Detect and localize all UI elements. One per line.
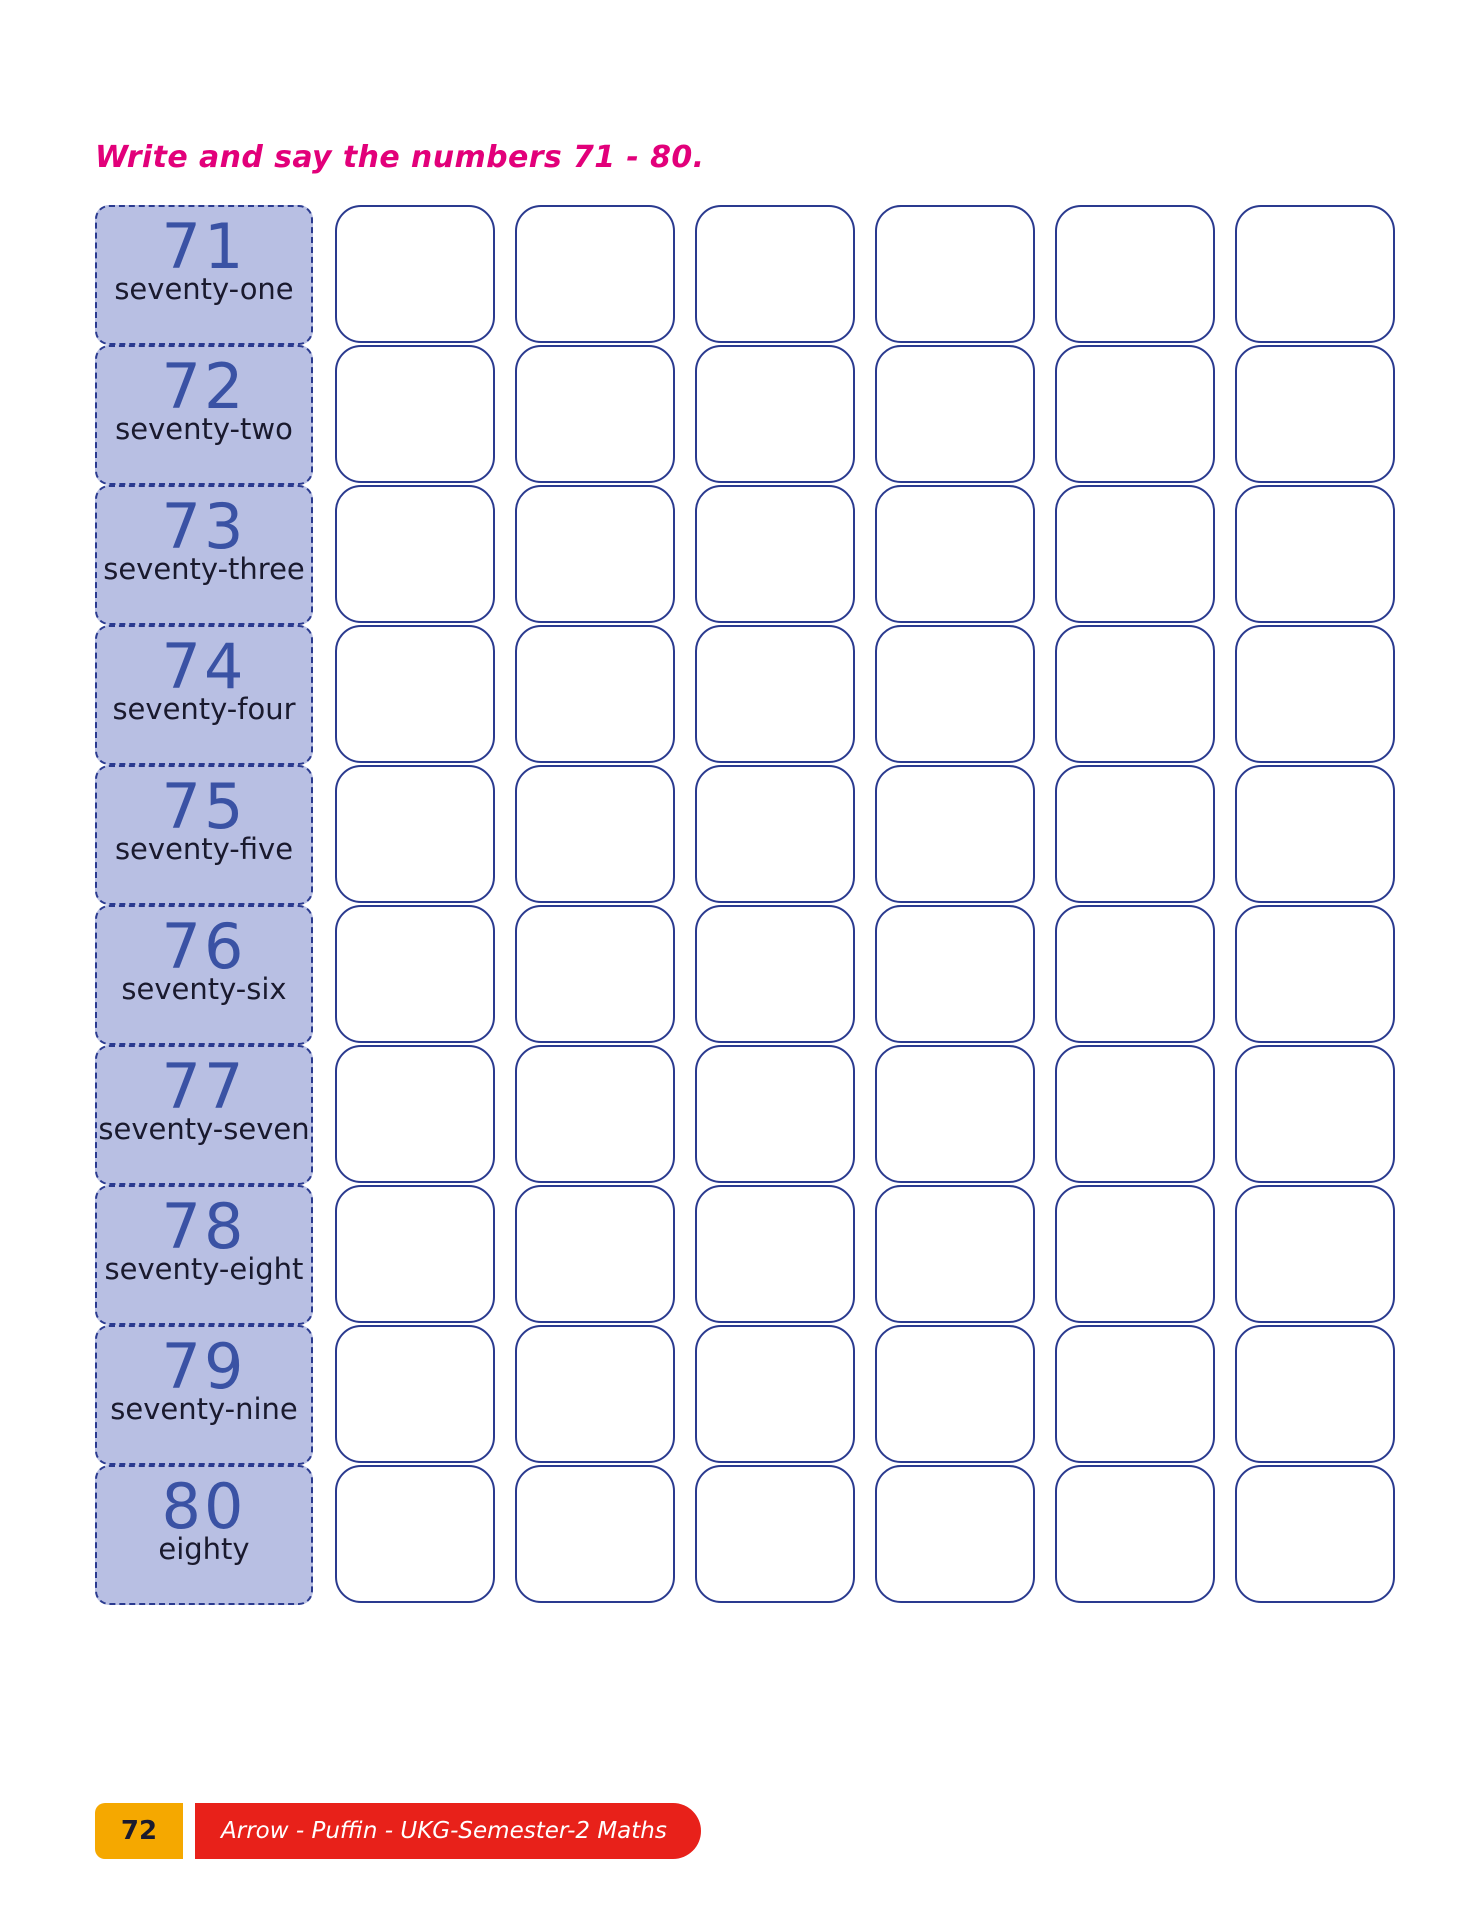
write-box[interactable]: [335, 205, 495, 343]
number-label-cell: [95, 905, 313, 1045]
write-box[interactable]: [335, 625, 495, 763]
write-box[interactable]: [1235, 205, 1395, 343]
number-label-cell: [95, 1465, 313, 1605]
page-number-badge: 72: [95, 1803, 183, 1859]
number-row: [95, 205, 1395, 345]
number-label-cell: [95, 1045, 313, 1185]
write-box[interactable]: [1235, 345, 1395, 483]
write-box[interactable]: [335, 1325, 495, 1463]
number-digits: 78: [161, 1190, 247, 1263]
write-box[interactable]: [1235, 485, 1395, 623]
number-word: seventy-nine: [110, 1392, 298, 1427]
write-box[interactable]: [875, 905, 1035, 1043]
write-box[interactable]: [1055, 485, 1215, 623]
number-digits: 73: [161, 490, 247, 563]
write-box[interactable]: [1235, 1465, 1395, 1603]
write-box[interactable]: [335, 1185, 495, 1323]
write-box[interactable]: [1055, 1465, 1215, 1603]
write-box[interactable]: [1055, 345, 1215, 483]
write-box[interactable]: [515, 1185, 675, 1323]
number-digits: 77: [161, 1050, 247, 1123]
write-box-group: [335, 485, 1395, 623]
number-digits: 72: [161, 350, 247, 423]
write-box-group: [335, 1185, 1395, 1323]
write-box[interactable]: [515, 485, 675, 623]
write-box[interactable]: [515, 1465, 675, 1603]
number-label-cell: [95, 765, 313, 905]
write-box[interactable]: [695, 1045, 855, 1183]
number-row: [95, 625, 1395, 765]
write-box[interactable]: [1235, 765, 1395, 903]
number-digits: 76: [161, 910, 247, 983]
number-word: seventy-six: [121, 972, 287, 1007]
number-label-cell: [95, 205, 313, 345]
number-word: seventy-two: [115, 412, 293, 447]
write-box[interactable]: [1055, 1185, 1215, 1323]
write-box[interactable]: [695, 1185, 855, 1323]
number-label-cell: [95, 485, 313, 625]
write-box[interactable]: [875, 485, 1035, 623]
write-box[interactable]: [875, 1465, 1035, 1603]
write-box[interactable]: [1235, 625, 1395, 763]
write-box[interactable]: [335, 485, 495, 623]
write-box[interactable]: [695, 905, 855, 1043]
write-box[interactable]: [335, 345, 495, 483]
number-row: [95, 765, 1395, 905]
number-label-cell: [95, 1185, 313, 1325]
write-box[interactable]: [875, 345, 1035, 483]
write-box[interactable]: [335, 905, 495, 1043]
number-word: eighty: [158, 1532, 250, 1567]
write-box[interactable]: [335, 1465, 495, 1603]
write-box[interactable]: [875, 765, 1035, 903]
number-row: [95, 345, 1395, 485]
write-box[interactable]: [1235, 905, 1395, 1043]
write-box[interactable]: [875, 205, 1035, 343]
number-row: [95, 905, 1395, 1045]
write-box[interactable]: [515, 205, 675, 343]
write-box[interactable]: [1055, 205, 1215, 343]
write-box[interactable]: [695, 625, 855, 763]
number-row: [95, 1185, 1395, 1325]
write-box[interactable]: [1055, 1325, 1215, 1463]
number-row: [95, 1465, 1395, 1605]
write-box[interactable]: [335, 765, 495, 903]
write-box[interactable]: [1235, 1185, 1395, 1323]
number-label-cell: [95, 1325, 313, 1465]
write-box[interactable]: [695, 1325, 855, 1463]
number-row: [95, 1045, 1395, 1185]
write-box[interactable]: [695, 1465, 855, 1603]
write-box[interactable]: [515, 765, 675, 903]
write-box-group: [335, 625, 1395, 763]
write-box[interactable]: [1055, 905, 1215, 1043]
write-box[interactable]: [1055, 765, 1215, 903]
number-word: seventy-seven: [98, 1112, 310, 1147]
write-box[interactable]: [875, 625, 1035, 763]
write-box[interactable]: [515, 625, 675, 763]
write-box[interactable]: [875, 1185, 1035, 1323]
write-box[interactable]: [515, 345, 675, 483]
number-word: seventy-eight: [104, 1252, 304, 1287]
write-box[interactable]: [335, 1045, 495, 1183]
number-digits: 71: [161, 210, 247, 283]
number-digits: 79: [161, 1330, 247, 1403]
write-box-group: [335, 205, 1395, 343]
write-box[interactable]: [695, 765, 855, 903]
write-box[interactable]: [515, 1325, 675, 1463]
write-box-group: [335, 1045, 1395, 1183]
number-digits: 75: [161, 770, 247, 843]
number-word: seventy-one: [114, 272, 294, 307]
write-box-group: [335, 345, 1395, 483]
number-word: seventy-three: [103, 552, 305, 587]
number-digits: 80: [161, 1470, 247, 1543]
write-box-group: [335, 1325, 1395, 1463]
number-digits: 74: [161, 630, 247, 703]
write-box[interactable]: [515, 905, 675, 1043]
page-footer: [95, 1803, 701, 1859]
number-practice-grid: [95, 205, 1395, 1605]
number-word: seventy-five: [114, 832, 294, 867]
write-box[interactable]: [1055, 1045, 1215, 1183]
write-box[interactable]: [695, 345, 855, 483]
write-box[interactable]: [1055, 625, 1215, 763]
write-box[interactable]: [1235, 1045, 1395, 1183]
number-row: [95, 485, 1395, 625]
number-label-cell: [95, 625, 313, 765]
write-box[interactable]: [875, 1045, 1035, 1183]
number-row: [95, 1325, 1395, 1465]
write-box[interactable]: [695, 485, 855, 623]
book-title-bar: Arrow - Puffin - UKG-Semester-2 Maths: [195, 1803, 701, 1859]
write-box[interactable]: [695, 205, 855, 343]
write-box-group: [335, 1465, 1395, 1603]
write-box-group: [335, 765, 1395, 903]
number-label-cell: [95, 345, 313, 485]
number-word: seventy-four: [112, 692, 296, 727]
write-box[interactable]: [875, 1325, 1035, 1463]
write-box-group: [335, 905, 1395, 1043]
write-box[interactable]: [515, 1045, 675, 1183]
write-box[interactable]: [1235, 1325, 1395, 1463]
page-title: Write and say the numbers 71 - 80.: [95, 140, 705, 175]
